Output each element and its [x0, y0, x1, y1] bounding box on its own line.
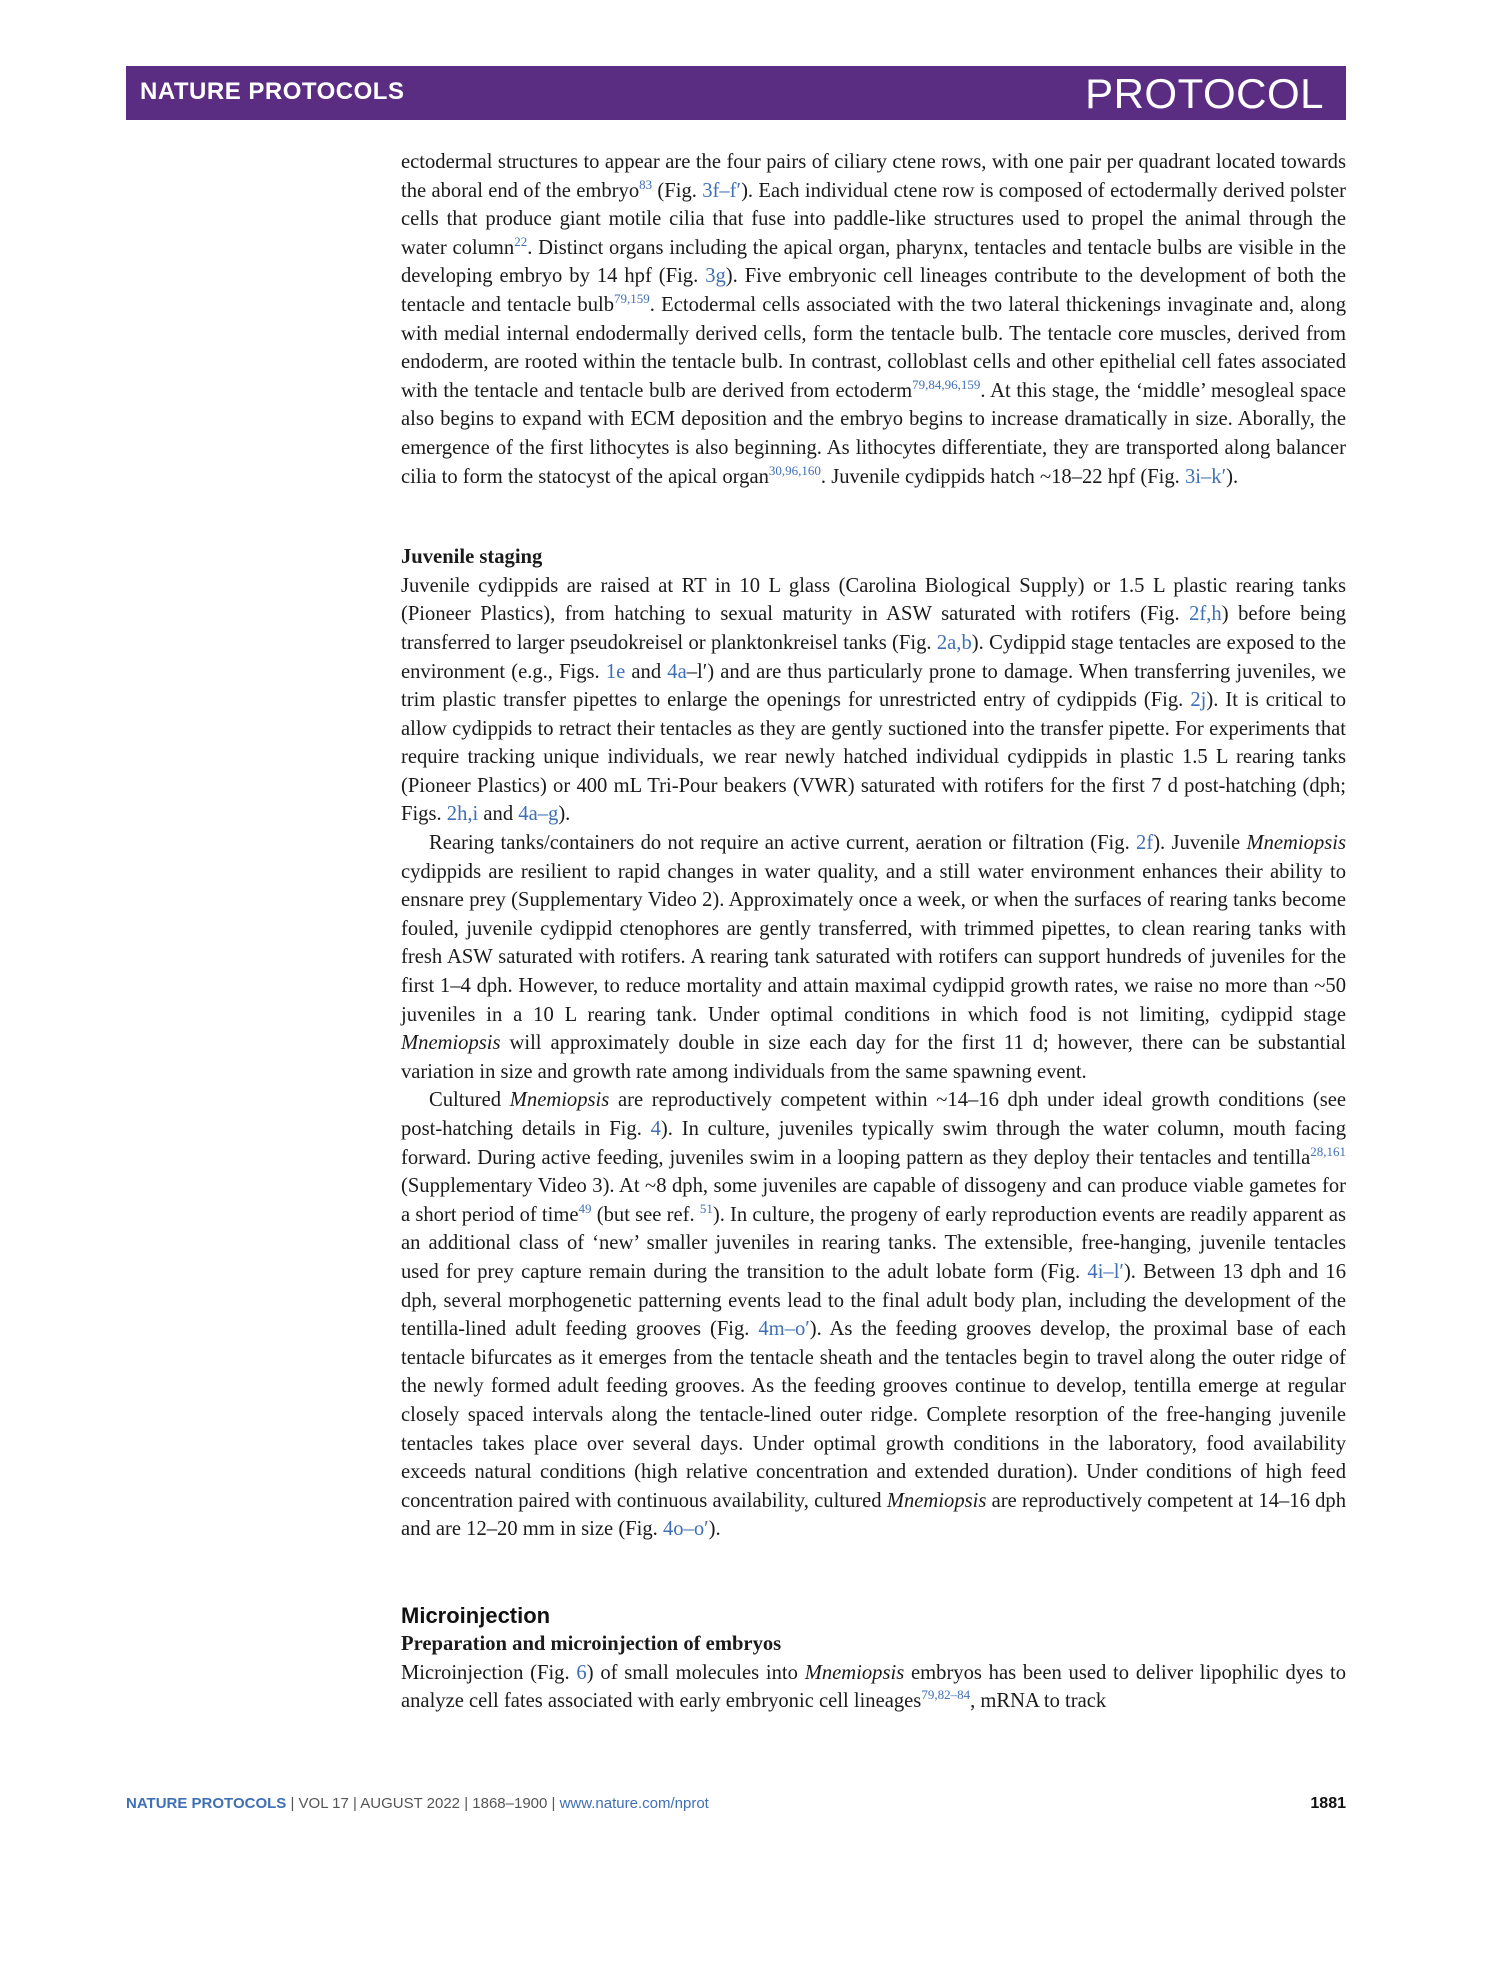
citation-link[interactable]: 49: [578, 1200, 592, 1216]
text-run: ). In culture, juveniles typically swim through the water column, mouth facing forward. During active feeding, juveniles swim in a looping pattern as they deploy their tentacles and tentilla: [401, 1118, 1346, 1169]
text-run: , mRNA to track: [970, 1690, 1107, 1713]
figure-link[interactable]: 2f,h: [1189, 603, 1222, 626]
journal-header-bar: [126, 66, 1346, 120]
species-name: Mnemiopsis: [401, 1032, 501, 1055]
text-run: embryos has been used to deliver lipophilic dyes to analyze cell fates associated with early embryonic cell lineages: [401, 1661, 1346, 1713]
citation-link[interactable]: 79,82–84: [921, 1687, 971, 1703]
microinjection-subheading: Preparation and microinjection of embryos: [401, 1632, 782, 1655]
text-run: ). Five embryonic cell lineages contribute to the development of both the tentacle and tentacle bulb: [401, 265, 1346, 316]
text-run: ). Cydippid stage tentacles are exposed to the environment (e.g., Figs.: [401, 631, 1346, 683]
article-type: PROTOCOL: [1085, 70, 1324, 117]
footer-citation: NATURE PROTOCOLS | VOL 17 | AUGUST 2022 | 1868–1900 | www.nature.com/nprot: [126, 1795, 709, 1812]
text-run: . Juvenile cydippids hatch ~18–22 hpf (Fig.: [820, 465, 1185, 488]
text-run: Juvenile cydippids are raised at RT in 10 L glass (Carolina Biological Supply) or 1.5 L plastic rearing tanks (Pioneer Plastics), from hatching to sexual maturity in ASW saturated with rotifers (Fig.: [401, 574, 1346, 626]
figure-link[interactable]: 2a,b: [936, 631, 972, 654]
citation-link[interactable]: 79,84,96,159: [912, 376, 981, 392]
figure-link[interactable]: 3i–k′: [1184, 465, 1227, 488]
figure-link[interactable]: 3f–f′: [702, 179, 742, 202]
figure-link[interactable]: 3g: [705, 265, 726, 288]
species-name: Mnemiopsis: [1246, 832, 1346, 855]
paragraph-rearing-tanks: [401, 829, 1346, 1086]
text-run: ). Each individual ctene row is composed of ectodermally derived polster cells that produce giant motile cilia that fuse into paddle-like structures used to propel the animal through the water column: [401, 179, 1347, 259]
figure-link[interactable]: 4m–o′: [758, 1318, 810, 1341]
species-name: Mnemiopsis: [509, 1089, 610, 1112]
page-number: 1881: [1310, 1795, 1346, 1812]
text-run: . Distinct organs including the apical organ, pharynx, tentacles and tentacle bulbs are visible in the developing embryo by 14 hpf (Fig.: [401, 236, 1346, 288]
citation-link[interactable]: 83: [639, 176, 653, 192]
figure-link[interactable]: 4o–o′: [662, 1518, 709, 1541]
microinjection-heading: Microinjection: [401, 1602, 551, 1628]
text-run: will approximately double in size each day for the first 11 d; however, there can be substantial variation in size and growth rate among individuals from the same spawning event.: [401, 1032, 1346, 1083]
text-run: ).: [558, 803, 571, 826]
text-run: ) of small molecules into: [586, 1661, 805, 1684]
text-run: (Fig.: [652, 179, 703, 202]
footer-date: AUGUST 2022: [360, 1795, 461, 1812]
citation-link[interactable]: 30,96,160: [768, 462, 821, 478]
juvenile-staging-heading: Juvenile staging: [401, 546, 543, 569]
citation-link[interactable]: 79,159: [614, 291, 650, 307]
paragraph-reproductive-competence: [401, 1086, 1346, 1544]
text-run: ) before being transferred to larger pseudokreisel or planktonkreisel tanks (Fig.: [401, 603, 1346, 654]
text-run: ectodermal structures to appear are the four pairs of ciliary ctene rows, with one pair per quadrant located towards the aboral end of the embryo: [401, 151, 1346, 202]
figure-link[interactable]: 4a–g: [518, 803, 559, 826]
text-run: ). As the feeding grooves develop, the proximal base of each tentacle bifurcates as it emerges from the tentacle sheath and the tentacles begin to travel along the outer ridge of the newly formed adult feeding grooves. As the feeding grooves continue to develop, tentilla emerge at regular closely spaced intervals along the tentacle-lined outer ridge. Complete resorption of the free-hanging juvenile tentacles takes place over several days. Under optimal growth conditions in the laboratory, food availability exceeds natural conditions (high relative concentration and extended duration). Under conditions of high feed concentration paired with continuous availability, cultured: [401, 1318, 1346, 1512]
figure-link[interactable]: 4i–l′: [1087, 1260, 1124, 1283]
text-run: and: [625, 660, 668, 683]
footer-volume: VOL 17: [298, 1795, 349, 1812]
figure-link[interactable]: 4a: [667, 660, 687, 683]
text-run: ).: [708, 1518, 721, 1541]
text-run: are reproductively competent at 14–16 dph and are 12–20 mm in size (Fig.: [401, 1489, 1346, 1541]
citation-link[interactable]: 51: [699, 1200, 713, 1216]
text-run: ). It is critical to allow cydippids to retract their tentacles as they are gently suctioned into the transfer pipette. For experiments that require tracking unique individuals, we rear newly hatched individual cydippids in plastic 1.5 L rearing tanks (Pioneer Plastics) or 400 mL Tri-Pour beakers (VWR) saturated with rotifers for the first 7 d post-hatching (dph; Figs.: [401, 689, 1346, 826]
text-run: . At this stage, the ‘middle’ mesogleal space also begins to expand with ECM deposition and the embryo begins to increase dramatically in size. Aborally, the emergence of the first lithocytes is also beginning. As lithocytes differentiate, they are transported along balancer cilia to form the statocyst of the apical organ: [401, 379, 1346, 488]
journal-name: NATURE PROTOCOLS: [140, 78, 405, 105]
paragraph-embryo-development: [401, 148, 1346, 491]
paragraph-microinjection: [401, 1659, 1346, 1716]
text-run: ). Juvenile: [1153, 832, 1247, 855]
footer-journal: NATURE PROTOCOLS: [126, 1795, 287, 1812]
text-run: Microinjection (Fig.: [401, 1661, 577, 1684]
citation-link[interactable]: 22: [514, 233, 528, 249]
paragraph-juvenile-rearing: [401, 572, 1346, 829]
text-run: Rearing tanks/containers do not require an active current, aeration or filtration (Fig.: [429, 832, 1137, 855]
text-run: (Supplementary Video 3). At ~8 dph, some juveniles are capable of dissogeny and can produce viable gametes for a short period of time: [401, 1175, 1346, 1226]
text-run: (but see ref.: [591, 1203, 700, 1226]
species-name: Mnemiopsis: [886, 1489, 987, 1512]
text-run: cydippids are resilient to rapid changes in water quality, and a still water environment enhances their ability to ensnare prey (Supplementary Video 2). Approximately once a week, or when the surfaces of rearing tanks become fouled, juvenile cydippid ctenophores are gently transferred, with trimmed pipettes, to clean rearing tanks with fresh ASW saturated with rotifers. A rearing tank saturated with rotifers can support hundreds of juveniles for the first 1–4 dph. However, to reduce mortality and attain maximal cydippid growth rates, we raise no more than ~50 juveniles in a 10 L rearing tank. Under optimal conditions in which food is not limiting, cydippid stage: [401, 860, 1346, 1026]
figure-link[interactable]: 2h,i: [446, 803, 479, 826]
text-run: and: [478, 803, 519, 826]
text-run: –l′) and are thus particularly prone to damage. When transferring juveniles, we trim plastic transfer pipettes to enlarge the openings for unrestricted entry of cydippids (Fig.: [401, 660, 1347, 712]
footer-url-link[interactable]: www.nature.com/nprot: [559, 1795, 709, 1812]
text-run: ). Between 13 dph and 16 dph, several morphogenetic patterning events lead to the final adult body plan, including the development of the tentilla-lined adult feeding grooves (Fig.: [401, 1260, 1347, 1341]
figure-link[interactable]: 6: [576, 1661, 587, 1684]
section-spacer: [401, 1544, 1346, 1602]
figure-link[interactable]: 2j: [1190, 689, 1207, 712]
text-run: ).: [1226, 465, 1239, 488]
footer-pages: 1868–1900: [472, 1795, 548, 1812]
article-body: [401, 148, 1346, 1716]
citation-link[interactable]: 28,161: [1310, 1143, 1346, 1159]
page-footer: [126, 1795, 1346, 1812]
figure-link[interactable]: 1e: [605, 660, 626, 683]
text-run: Cultured: [429, 1089, 510, 1112]
text-run: . Ectodermal cells associated with the two lateral thickenings invaginate and, along with medial internal endodermally derived cells, form the tentacle bulb. The tentacle core muscles, derived from endoderm, are rooted within the tentacle bulb. In contrast, colloblast cells and other epithelial cell fates associated with the tentacle and tentacle bulb are derived from ectoderm: [401, 293, 1346, 402]
text-run: are reproductively competent within ~14–16 dph under ideal growth conditions (see post-hatching details in Fig.: [401, 1089, 1346, 1140]
section-spacer: [401, 491, 1346, 543]
species-name: Mnemiopsis: [804, 1661, 905, 1684]
figure-link[interactable]: 2f: [1136, 832, 1154, 855]
figure-link[interactable]: 4: [650, 1118, 661, 1140]
text-run: ). In culture, the progeny of early reproduction events are readily apparent as an additional class of ‘new’ smaller juveniles in rearing tanks. The extensible, free-hanging, juvenile tentacles used for prey capture remain during the transition to the adult lobate form (Fig.: [401, 1203, 1346, 1283]
